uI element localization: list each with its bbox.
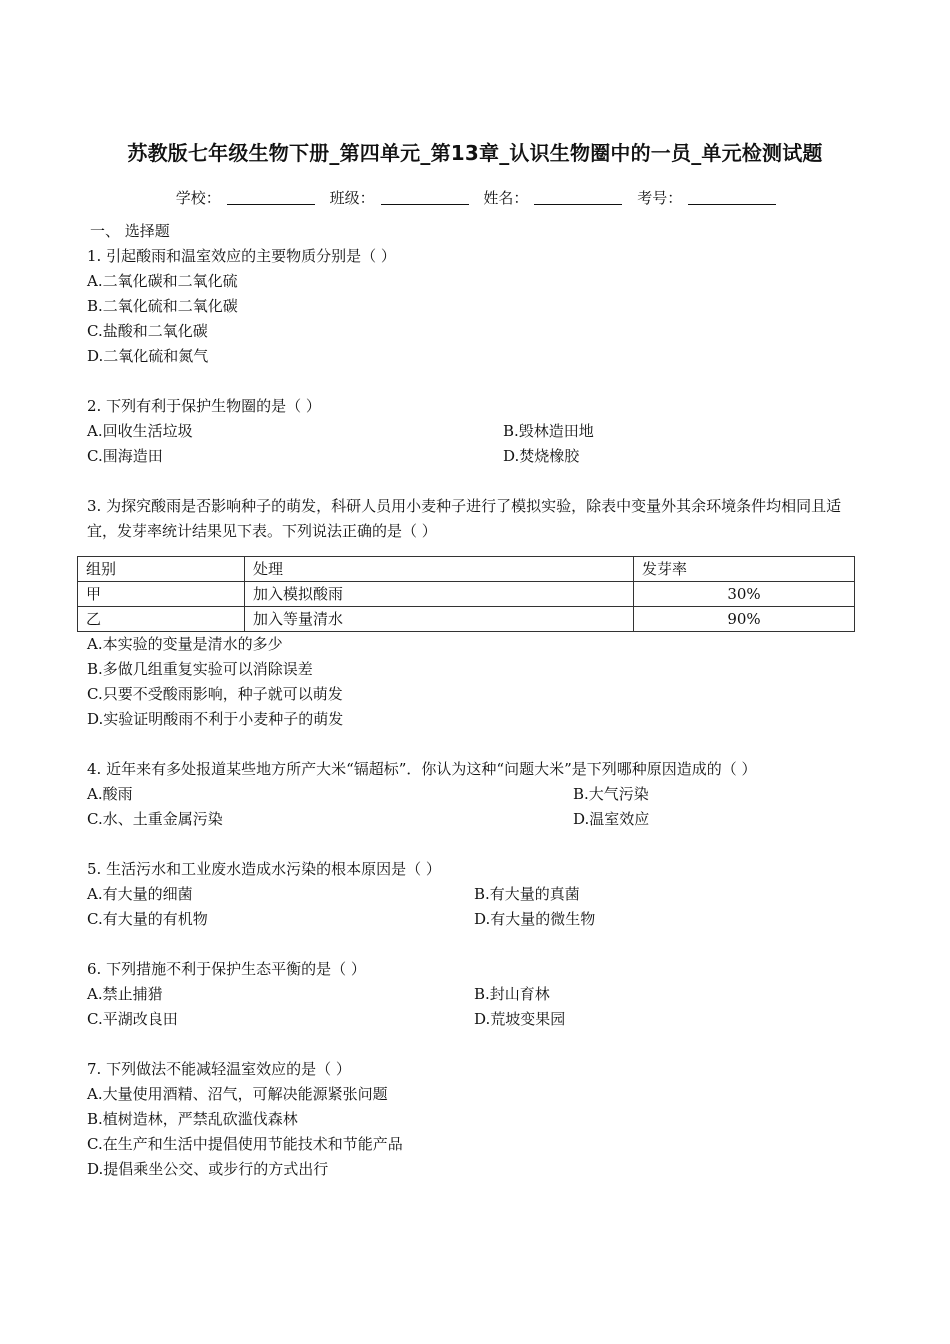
q6-options-row-2 [87,1007,867,1032]
q5-stem: 5. 生活污水和工业废水造成水污染的根本原因是（ ） [87,860,441,878]
q2-option-a: A.回收生活垃圾 [87,422,193,440]
table-header-cell: 处理 [245,557,634,582]
q3-option-d: D.实验证明酸雨不利于小麦种子的萌发 [87,710,344,728]
table-header-cell: 发芽率 [634,557,855,582]
number-blank [688,190,776,205]
page-title: 苏教版七年级生物下册_第四单元_第13章_认识生物圈中的一员_单元检测试题 [127,141,823,165]
q5-option-d: D.有大量的微生物 [474,910,596,928]
school-blank [227,190,315,205]
q4-options-row-2 [87,807,867,832]
table-header-row [78,557,855,582]
name-label: 姓名： [483,189,529,207]
name-blank [534,190,622,205]
table-cell: 甲 [78,582,245,607]
table-cell: 加入模拟酸雨 [245,582,634,607]
q3-option-a: A.本实验的变量是清水的多少 [87,635,283,653]
q4-options-row-1 [87,782,867,807]
q5-option-c: C.有大量的有机物 [87,910,208,928]
q2-stem: 2. 下列有利于保护生物圈的是（ ） [87,397,321,415]
table-cell: 加入等量清水 [245,607,634,632]
table-row [78,607,855,632]
section-heading: 一、 选择题 [90,222,170,240]
q3-option-b: B.多做几组重复实验可以消除误差 [87,660,313,678]
q4-option-a: A.酸雨 [87,785,133,803]
q1-option-d: D.二氧化硫和氮气 [87,347,209,365]
class-blank [381,190,469,205]
question-list [87,219,867,1182]
q7-stem: 7. 下列做法不能减轻温室效应的是（ ） [87,1060,351,1078]
table-cell: 90% [634,607,855,632]
q1-stem: 1. 引起酸雨和温室效应的主要物质分别是（ ） [87,247,396,265]
q2-options-row-1 [87,419,867,444]
q7-option-b: B.植树造林，严禁乱砍滥伐森林 [87,1110,298,1128]
q5-option-a: A.有大量的细菌 [87,885,193,903]
table-row [78,582,855,607]
q3-option-c: C.只要不受酸雨影响，种子就可以萌发 [87,685,343,703]
q2-option-c: C.围海造田 [87,447,163,465]
number-label: 考号： [637,189,683,207]
q5-option-b: B.有大量的真菌 [474,885,580,903]
q1-option-a: A.二氧化碳和二氧化硫 [87,272,238,290]
table-header-cell: 组别 [78,557,245,582]
q3-stem: 3. 为探究酸雨是否影响种子的萌发，科研人员用小麦种子进行了模拟实验，除表中变量外其余环境条件均相同且适宜，发芽率统计结果见下表。下列说法正确的是（ ） [87,497,842,540]
q5-options-row-2 [87,907,867,932]
q7-option-c: C.在生产和生活中提倡使用节能技术和节能产品 [87,1135,403,1153]
q2-options-row-2 [87,444,867,469]
q4-option-b: B.大气污染 [573,785,649,803]
q6-option-b: B.封山育林 [474,985,550,1003]
q6-option-a: A.禁止捕猎 [87,985,163,1003]
student-info-line [0,187,950,208]
q1-option-c: C.盐酸和二氧化碳 [87,322,208,340]
q2-option-d: D.焚烧橡胶 [503,447,580,465]
q7-option-d: D.提倡乘坐公交、或步行的方式出行 [87,1160,329,1178]
school-label: 学校： [175,189,221,207]
germination-table [77,556,855,632]
q1-option-b: B.二氧化硫和二氧化碳 [87,297,238,315]
class-label: 班级： [329,189,375,207]
q5-options-row-1 [87,882,867,907]
q7-option-a: A.大量使用酒精、沼气，可解决能源紧张问题 [87,1085,388,1103]
q2-option-b: B.毁林造田地 [503,422,594,440]
q6-option-d: D.荒坡变果园 [474,1010,566,1028]
q6-stem: 6. 下列措施不利于保护生态平衡的是（ ） [87,960,366,978]
q4-option-d: D.温室效应 [573,810,650,828]
q6-option-c: C.平湖改良田 [87,1010,178,1028]
q4-stem: 4. 近年来有多处报道某些地方所产大米“镉超标”．你认为这种“问题大米”是下列哪种原因造成的（ ） [87,760,757,778]
q4-option-c: C.水、土重金属污染 [87,810,223,828]
table-cell: 乙 [78,607,245,632]
q6-options-row-1 [87,982,867,1007]
table-cell: 30% [634,582,855,607]
